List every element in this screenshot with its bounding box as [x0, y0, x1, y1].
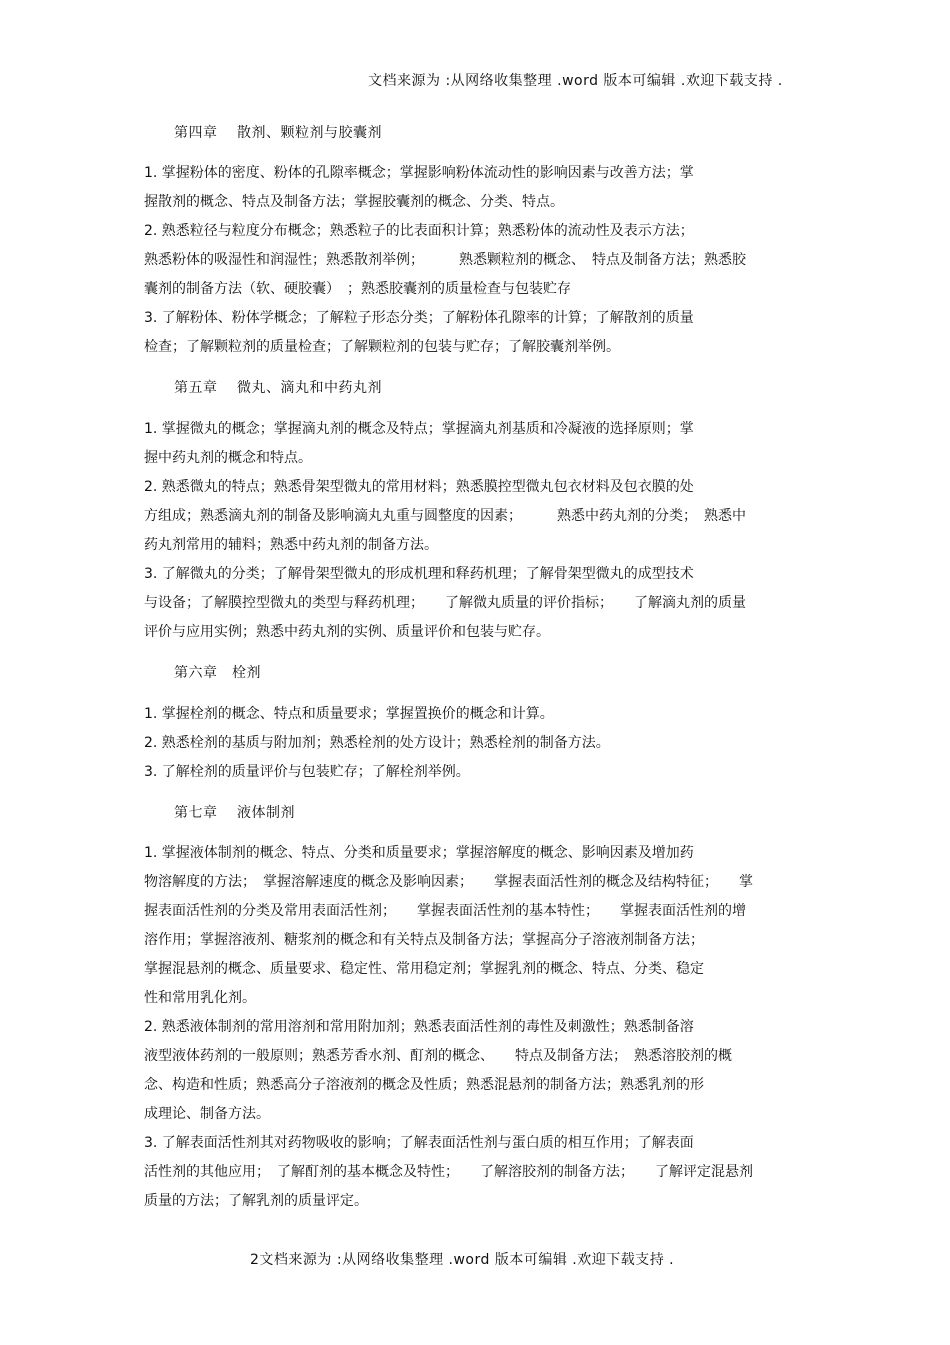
ch7-line-8: 液型液体药剂的一般原则；熟悉芳香水剂、酊剂的概念、 特点及制备方法； 熟悉溶胶剂的概: [144, 1048, 732, 1064]
ch4-line-6: 3. 了解粉体、粉体学概念；了解粒子形态分类；了解粉体孔隙率的计算；了解散剂的质量: [144, 310, 694, 326]
ch7-line-11: 3. 了解表面活性剂其对药物吸收的影响；了解表面活性剂与蛋白质的相互作用；了解表面: [144, 1135, 694, 1151]
ch5-line-5: 药丸剂常用的辅料；熟悉中药丸剂的制备方法。: [144, 537, 438, 553]
ch7-line-5: 掌握混悬剂的概念、质量要求、稳定性、常用稳定剂；掌握乳剂的概念、特点、分类、稳定: [144, 961, 704, 977]
ch7-line-10: 成理论、制备方法。: [144, 1106, 270, 1122]
ch4-line-1: 1. 掌握粉体的密度、粉体的孔隙率概念；掌握影响粉体流动性的影响因素与改善方法；掌: [144, 165, 694, 181]
ch5-line-6: 3. 了解微丸的分类；了解骨架型微丸的形成机理和释药机理；了解骨架型微丸的成型技术: [144, 566, 694, 582]
ch5-line-8: 评价与应用实例；熟悉中药丸剂的实例、质量评价和包装与贮存。: [144, 624, 550, 640]
ch5-line-4: 方组成；熟悉滴丸剂的制备及影响滴丸丸重与圆整度的因素； 熟悉中药丸剂的分类； 熟悉中: [144, 508, 746, 524]
ch5-line-7: 与设备；了解膜控型微丸的类型与释药机理； 了解微丸质量的评价指标； 了解滴丸剂的质量: [144, 595, 746, 611]
ch5-line-2: 握中药丸剂的概念和特点。: [144, 450, 312, 466]
chapter-6-title: 第六章 栓剂: [174, 665, 261, 681]
ch7-line-4: 溶作用；掌握溶液剂、糖浆剂的概念和有关特点及制备方法；掌握高分子溶液剂制备方法；: [144, 932, 704, 948]
ch5-line-3: 2. 熟悉微丸的特点；熟悉骨架型微丸的常用材料；熟悉膜控型微丸包衣材料及包衣膜的处: [144, 479, 694, 495]
ch5-line-1: 1. 掌握微丸的概念；掌握滴丸剂的概念及特点；掌握滴丸剂基质和冷凝液的选择原则；掌: [144, 421, 694, 437]
chapter-7-title: 第七章 液体制剂: [174, 805, 295, 821]
ch4-line-5: 囊剂的制备方法（软、硬胶囊） ；熟悉胶囊剂的质量检查与包装贮存: [144, 281, 571, 297]
ch4-line-2: 握散剂的概念、特点及制备方法；掌握胶囊剂的概念、分类、特点。: [144, 194, 564, 210]
ch6-line-3: 3. 了解栓剂的质量评价与包装贮存；了解栓剂举例。: [144, 764, 470, 780]
ch6-line-1: 1. 掌握栓剂的概念、特点和质量要求；掌握置换价的概念和计算。: [144, 706, 554, 722]
ch7-line-13: 质量的方法；了解乳剂的质量评定。: [144, 1193, 368, 1209]
ch4-line-7: 检查；了解颗粒剂的质量检查；了解颗粒剂的包装与贮存；了解胶囊剂举例。: [144, 339, 620, 355]
ch7-line-1: 1. 掌握液体制剂的概念、特点、分类和质量要求；掌握溶解度的概念、影响因素及增加药: [144, 845, 694, 861]
ch4-line-4: 熟悉粉体的吸湿性和润湿性；熟悉散剂举例； 熟悉颗粒剂的概念、 特点及制备方法；熟悉胶: [144, 252, 746, 268]
ch6-line-2: 2. 熟悉栓剂的基质与附加剂；熟悉栓剂的处方设计；熟悉栓剂的制备方法。: [144, 735, 610, 751]
ch7-line-6: 性和常用乳化剂。: [144, 990, 256, 1006]
ch7-line-9: 念、构造和性质；熟悉高分子溶液剂的概念及性质；熟悉混悬剂的制备方法；熟悉乳剂的形: [144, 1077, 704, 1093]
ch7-line-12: 活性剂的其他应用； 了解酊剂的基本概念及特性； 了解溶胶剂的制备方法； 了解评定混悬剂: [144, 1164, 753, 1180]
ch7-line-3: 握表面活性剂的分类及常用表面活性剂； 掌握表面活性剂的基本特性； 掌握表面活性剂的增: [144, 903, 746, 919]
ch7-line-7: 2. 熟悉液体制剂的常用溶剂和常用附加剂；熟悉表面活性剂的毒性及刺激性；熟悉制备溶: [144, 1019, 694, 1035]
ch7-line-2: 物溶解度的方法； 掌握溶解速度的概念及影响因素； 掌握表面活性剂的概念及结构特征； 掌: [144, 874, 753, 890]
ch4-line-3: 2. 熟悉粒径与粒度分布概念；熟悉粒子的比表面积计算；熟悉粉体的流动性及表示方法；: [144, 223, 694, 239]
page-footer: 2文档来源为 :从网络收集整理 .word 版本可编辑 .欢迎下载支持 .: [250, 1252, 675, 1268]
page-header: 文档来源为 :从网络收集整理 .word 版本可编辑 .欢迎下载支持 .: [368, 73, 783, 89]
chapter-4-title: 第四章 散剂、颗粒剂与胶囊剂: [174, 125, 382, 141]
chapter-5-title: 第五章 微丸、滴丸和中药丸剂: [174, 380, 382, 396]
